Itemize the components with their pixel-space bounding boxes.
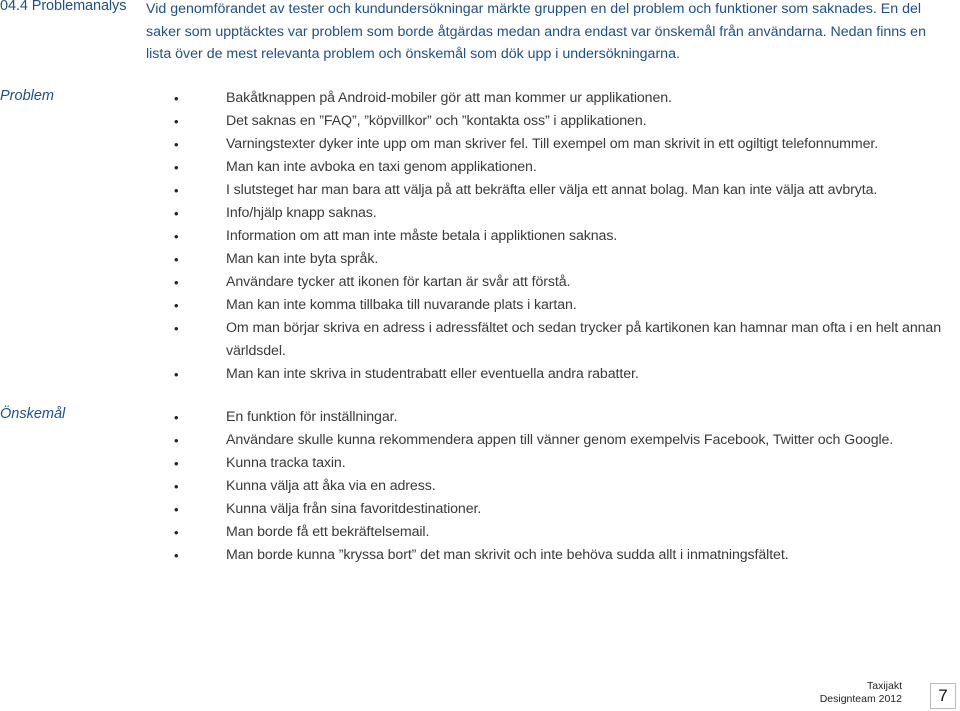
bullet: • <box>174 502 179 517</box>
bullet: • <box>174 367 179 382</box>
list-item-text: Det saknas en ”FAQ”, ”köpvillkor” och ”kontakta oss” i applikationen. <box>226 113 647 129</box>
list-item <box>174 406 946 429</box>
list-item-text: Man borde kunna ”kryssa bort” det man skrivit och inte behöva sudda allt i inmatningsfältet. <box>226 547 789 563</box>
list-item-text: Kunna välja från sina favoritdestinationer. <box>226 501 482 517</box>
footer-brand: Taxijakt <box>866 680 902 692</box>
list-item-text: Varningstexter dyker inte upp om man skriver fel. Till exempel om man skrivit in ett ogiltigt telefonnummer. <box>226 136 879 152</box>
list-item-text: Användare skulle kunna rekommendera appen till vänner genom exempelvis Facebook, Twitter och Google. <box>226 432 894 448</box>
list-item-text: Man borde få ett bekräftelsemail. <box>226 524 430 540</box>
list-item-text: Om man börjar skriva en adress i adressfältet och sedan trycker på kartikonen kan hamnar man ofta i en helt annan världsdel. <box>226 320 941 359</box>
bullet: • <box>174 410 179 425</box>
problem-label: Problem <box>0 88 54 104</box>
bullet: • <box>174 275 179 290</box>
bullet: • <box>174 160 179 175</box>
section-title: 04.4 Problemanalys <box>0 0 127 14</box>
problem-list <box>174 87 946 386</box>
bullet: • <box>174 433 179 448</box>
list-item <box>174 363 946 386</box>
list-item <box>174 475 946 498</box>
list-item-text: Bakåtknappen på Android-mobiler gör att man kommer ur applikationen. <box>226 90 672 106</box>
list-item <box>174 133 946 156</box>
bullet: • <box>174 525 179 540</box>
list-item <box>174 452 946 475</box>
wishes-list <box>174 406 946 567</box>
list-item-text: Info/hjälp knapp saknas. <box>226 205 377 221</box>
footer <box>820 680 902 706</box>
list-item <box>174 156 946 179</box>
bullet: • <box>174 321 179 336</box>
bullet: • <box>174 252 179 267</box>
list-item <box>174 225 946 248</box>
list-item <box>174 202 946 225</box>
bullet: • <box>174 114 179 129</box>
wishes-label: Önskemål <box>0 406 66 422</box>
list-item-text: Man kan inte avboka en taxi genom applikationen. <box>226 159 537 175</box>
list-item <box>174 294 946 317</box>
list-item-text: Kunna välja att åka via en adress. <box>226 478 436 494</box>
list-item <box>174 271 946 294</box>
list-item <box>174 317 946 363</box>
list-item <box>174 429 946 452</box>
bullet: • <box>174 229 179 244</box>
list-item-text: Användare tycker att ikonen för kartan är svår att förstå. <box>226 274 571 290</box>
list-item <box>174 521 946 544</box>
bullet: • <box>174 548 179 563</box>
bullet: • <box>174 479 179 494</box>
list-item <box>174 248 946 271</box>
list-item-text: I slutsteget har man bara att välja på att bekräfta eller välja ett annat bolag. Man kan inte välja att avbryta. <box>226 182 878 198</box>
list-item-text: En funktion för inställningar. <box>226 409 398 425</box>
bullet: • <box>174 183 179 198</box>
bullet: • <box>174 91 179 106</box>
bullet: • <box>174 206 179 221</box>
list-item-text: Man kan inte byta språk. <box>226 251 379 267</box>
page-number: 7 <box>930 683 956 709</box>
list-item <box>174 87 946 110</box>
list-item-text: Kunna tracka taxin. <box>226 455 346 471</box>
list-item-text: Man kan inte skriva in studentrabatt eller eventuella andra rabatter. <box>226 366 639 382</box>
footer-team: Designteam 2012 <box>819 693 902 705</box>
bullet: • <box>174 456 179 471</box>
list-item-text: Man kan inte komma tillbaka till nuvarande plats i kartan. <box>226 297 577 313</box>
list-item <box>174 110 946 133</box>
list-item <box>174 498 946 521</box>
bullet: • <box>174 137 179 152</box>
list-item <box>174 179 946 202</box>
intro-paragraph: Vid genomförandet av tester och kundundersökningar märkte gruppen en del problem och funktioner som saknades. En del saker som upptäcktes var problem som borde åtgärdas medan andra endast var önskemål från användarna. Nedan finns en lista över de mest relevanta problem och önskemål som dök upp i undersökningarna. <box>146 1 926 63</box>
bullet: • <box>174 298 179 313</box>
list-item-text: Information om att man inte måste betala i appliktionen saknas. <box>226 228 618 244</box>
list-item <box>174 544 946 567</box>
